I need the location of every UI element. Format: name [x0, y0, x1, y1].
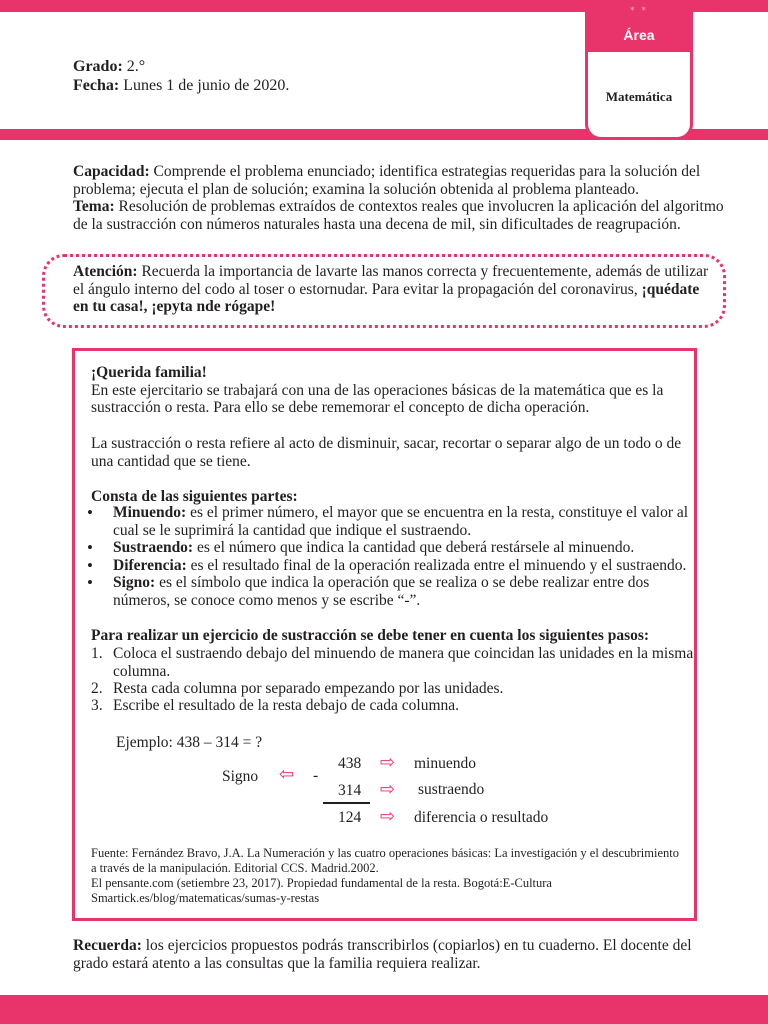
- number-sustraendo: 314: [338, 782, 362, 799]
- atencion-label: Atención:: [73, 263, 138, 280]
- minus-sign: -: [313, 767, 319, 784]
- signo-text-2: números, se conoce como menos y se escribe “-”.: [113, 591, 421, 609]
- familia-intro-2: sustracción o resta. Para ello se debe rememorar el concepto de dicha operación.: [91, 399, 590, 416]
- tema-text-1: Resolución de problemas extraídos de contextos reales que involucren la aplicación del algoritmo: [114, 198, 724, 215]
- sustraendo-text: es el número que indica la cantidad que deberá restársele al minuendo.: [193, 539, 635, 556]
- fuente-2: a través de la manipulación. Editorial CCS. Madrid.2002.: [91, 861, 379, 875]
- sustraendo-label: Sustraendo:: [113, 539, 194, 556]
- area-tab: [585, 0, 693, 140]
- fecha-value: Lunes 1 de junio de 2020.: [119, 77, 290, 94]
- fuente-3: El pensante.com (setiembre 23, 2017). Propiedad fundamental de la resta. Bogotá:E-Cultura: [91, 876, 552, 890]
- recuerda-text-2: grado estará atento a las consultas que la familia requiera realizar.: [73, 954, 481, 972]
- recuerda-label: Recuerda:: [73, 937, 142, 954]
- step-3: Escribe el resultado de la resta debajo de cada columna.: [113, 697, 460, 714]
- area-header: [588, 0, 690, 52]
- fuente-4: Smartick.es/blog/matematicas/sumas-y-restas: [91, 891, 320, 905]
- fecha-line: [73, 77, 289, 95]
- minuendo-text-1: es el primer número, el mayor que se encuentra en la resta, constituye el valor al: [186, 504, 689, 521]
- partes-title-text: Consta de las siguientes partes:: [91, 488, 298, 505]
- step-1-num: 1.: [91, 645, 103, 662]
- grado-value: 2.°: [122, 58, 146, 75]
- diferencia-label: Diferencia:: [113, 557, 187, 574]
- definicion-1: La sustracción o resta refiere al acto de disminuir, sacar, recortar o separar algo de un todo o de: [91, 435, 682, 452]
- recuerda-text-1: los ejercicios propuestos podrás transcribirlos (copiarlos) en tu cuaderno. El docente del: [141, 937, 692, 954]
- part-sustraendo: [113, 539, 634, 557]
- label-sustraendo: sustraendo: [418, 781, 485, 798]
- signo-word: Signo: [222, 768, 259, 785]
- area-stars: * *: [630, 6, 648, 16]
- step-1-text-2: columna.: [113, 662, 171, 680]
- atencion-text-2: el ángulo interno del codo al toser o estornudar. Para evitar la propagación del coronavirus,: [73, 280, 638, 298]
- signo-label: Signo:: [113, 574, 156, 591]
- arrow-right-icon: ⇨: [380, 779, 396, 800]
- step-1: [113, 645, 693, 680]
- step-3-num: 3.: [91, 697, 103, 714]
- capacidad-section: [73, 163, 724, 233]
- part-diferencia: [113, 557, 686, 575]
- step-1-text-1: Coloca el sustraendo debajo del minuendo de manera que coincidan las unidades en la misma: [113, 645, 694, 662]
- step-2: Resta cada columna por separado empezando por las unidades.: [113, 680, 504, 697]
- recuerda-section: [73, 937, 692, 972]
- capacidad-label: Capacidad:: [73, 163, 150, 180]
- grado-label: Grado:: [73, 58, 123, 75]
- atencion-text-1: Recuerda la importancia de lavarte las manos correcta y frecuentemente, además de utilizar: [137, 263, 709, 280]
- fecha-label: Fecha:: [73, 77, 120, 94]
- capacidad-text-2: problema; ejecuta el plan de solución; examina la solución obtenida al problema planteado.: [73, 180, 639, 198]
- arrow-right-icon: ⇨: [380, 806, 396, 827]
- tema-label: Tema:: [73, 198, 115, 215]
- label-diferencia: diferencia o resultado: [414, 809, 549, 826]
- ejemplo: Ejemplo: 438 – 314 = ?: [116, 734, 263, 751]
- grado-line: [73, 58, 145, 76]
- atencion-bold-1: ¡quédate: [637, 280, 700, 298]
- result-line: [323, 802, 370, 804]
- area-label: Área: [623, 27, 655, 43]
- bottom-bar: [0, 995, 768, 1024]
- definicion-2: una cantidad que se tiene.: [91, 452, 251, 470]
- fuentes: [91, 846, 679, 906]
- definicion: [91, 435, 681, 470]
- fuente-1: Fuente: Fernández Bravo, J.A. La Numeración y las cuatro operaciones básicas: La investigación y el descubrimiento: [91, 846, 680, 860]
- familia-title: ¡Querida familia!: [91, 364, 207, 381]
- diferencia-text: es el resultado final de la operación realizada entre el minuendo y el sustraendo.: [186, 557, 687, 574]
- arrow-left-icon: ⇦: [279, 764, 295, 785]
- minuendo-label: Minuendo:: [113, 504, 187, 521]
- area-value: Matemática: [605, 89, 673, 104]
- familia-intro-1: En este ejercitario se trabajará con una de las operaciones básicas de la matemática que es la: [91, 381, 664, 399]
- tema-text-2: de la sustracción con números naturales hasta una decena de mil, sin dificultades de reagrupación.: [73, 215, 681, 233]
- atencion-bold-2: en tu casa!, ¡epyta nde rógape!: [73, 298, 276, 315]
- part-signo: [113, 574, 649, 609]
- number-minuendo: 438: [338, 755, 362, 772]
- capacidad-text-1: Comprende el problema enunciado; identifica estrategias requeridas para la solución del: [149, 163, 701, 180]
- bullet-minuendo: •: [87, 503, 93, 522]
- familia-intro: [91, 364, 663, 417]
- pasos-title: [91, 627, 649, 645]
- step-2-num: 2.: [91, 680, 103, 697]
- signo-text-1: es el símbolo que indica la operación que se realiza o se debe realizar entre dos: [155, 574, 650, 591]
- part-minuendo: [113, 504, 688, 539]
- partes-title: [91, 488, 298, 506]
- arrow-right-icon: ⇨: [380, 752, 396, 773]
- bullet-signo: •: [87, 573, 93, 592]
- label-minuendo: minuendo: [414, 755, 476, 772]
- number-diferencia: 124: [338, 809, 362, 826]
- atencion-text: [73, 263, 708, 316]
- pasos-title-text: Para realizar un ejercicio de sustracción se debe tener en cuenta los siguientes pasos:: [91, 627, 650, 644]
- bullet-sustraendo: •: [87, 538, 93, 557]
- bullet-diferencia: •: [87, 556, 93, 575]
- minuendo-text-2: cual se le suprimirá la cantidad que indique el sustraendo.: [113, 521, 472, 539]
